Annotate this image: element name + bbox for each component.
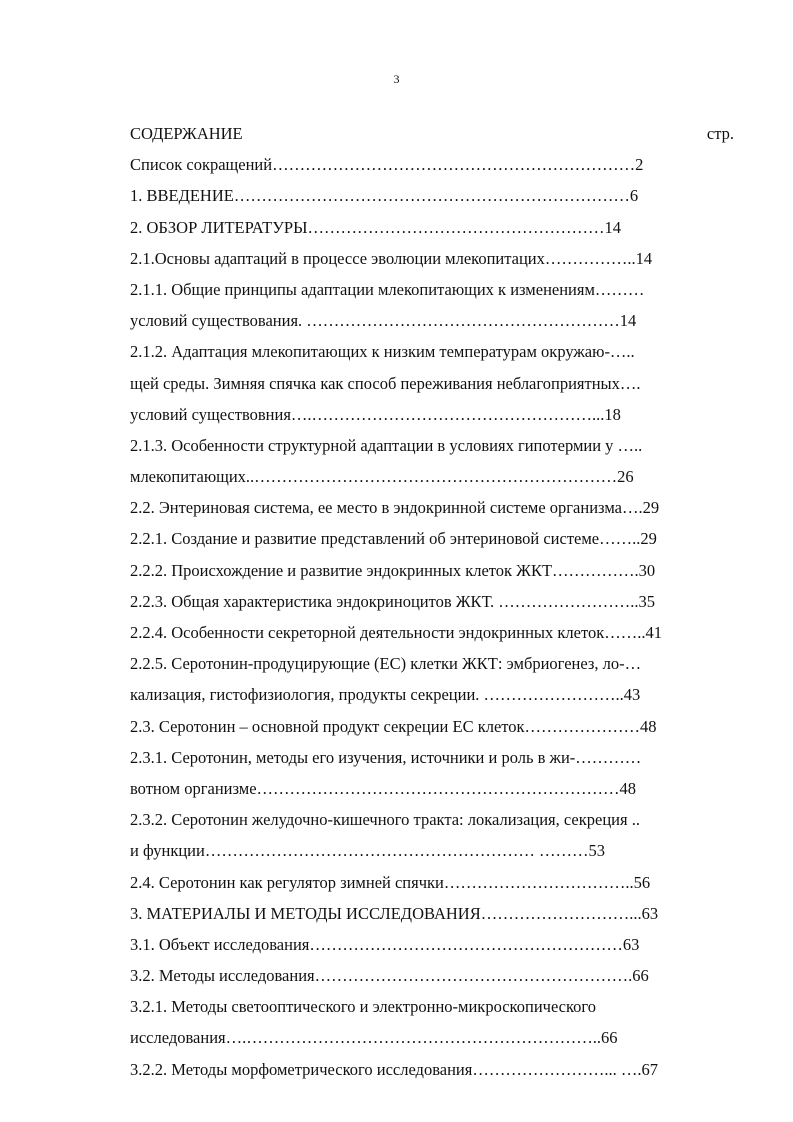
- toc-line: 3.1. Объект исследования…………………………………………………63: [130, 934, 640, 954]
- toc-line: 3. МАТЕРИАЛЫ И МЕТОДЫ ИССЛЕДОВАНИЯ………………………...63: [130, 903, 659, 923]
- toc-line: 2.1.Основы адаптаций в процессе эволюции млекопитацих……………..14: [130, 248, 653, 268]
- toc-line: условий существования. …………………………………………………14: [130, 311, 637, 331]
- toc-line: 2.2.3. Общая характеристика эндокриноцитов ЖКТ. ……………………..35: [130, 591, 655, 611]
- toc-line: условий существовния….……………………………………………...18: [130, 404, 621, 424]
- toc-line: 2.2.5. Серотонин-продуцирующие (ЕС) клетки ЖКТ: эмбриогенез, ло-…: [130, 654, 642, 674]
- toc-line: исследования….………………………………………………………..66: [130, 1028, 618, 1048]
- toc-line: 2. ОБЗОР ЛИТЕРАТУРЫ………………………………………………14: [130, 217, 621, 237]
- toc-line: Список сокращений…………………………………………………………2: [130, 155, 644, 175]
- toc-line: 2.2.1. Создание и развитие представлений об энтериновой системе……..29: [130, 529, 657, 549]
- toc-line: 2.4. Серотонин как регулятор зимней спячки……………………………..56: [130, 872, 651, 892]
- page-number: 3: [393, 72, 400, 86]
- toc-line: 2.3.2. Серотонин желудочно-кишечного тракта: локализация, секреция ..: [130, 810, 640, 830]
- toc-line: щей среды. Зимняя спячка как способ переживания неблагоприятных….: [130, 373, 641, 393]
- toc-title: СОДЕРЖАНИЕ: [130, 124, 243, 143]
- toc-line: 2.2.2. Происхождение и развитие эндокринных клеток ЖКТ…………….30: [130, 560, 656, 580]
- toc-line: вотном организме…………………………………………………………48: [130, 778, 637, 798]
- toc-line: кализация, гистофизиология, продукты секреции. ……………………..43: [130, 685, 641, 705]
- toc-header: [130, 118, 734, 149]
- toc-line: 3.2.1. Методы светооптического и электронно-микроскопического: [130, 997, 597, 1017]
- toc-line: 2.2. Энтериновая система, ее место в эндокринной системе организма….29: [130, 498, 660, 518]
- toc-line: 3.2.2. Методы морфометрического исследования……………………... ….67: [130, 1059, 658, 1079]
- toc-line: 1. ВВЕДЕНИЕ………………………………………………………………6: [130, 186, 639, 206]
- toc-line: 2.1.2. Адаптация млекопитающих к низким температурам окружаю-…..: [130, 342, 635, 362]
- toc-line: 2.1.1. Общие принципы адаптации млекопитающих к изменениям………: [130, 279, 645, 299]
- toc-line: 3.2. Методы исследования………………………………………………….66: [130, 966, 649, 986]
- toc-line: 2.3.1. Серотонин, методы его изучения, источники и роль в жи-…………: [130, 747, 642, 767]
- toc-line: 2.1.3. Особенности структурной адаптации в условиях гипотермии у …..: [130, 435, 643, 455]
- toc-line: млекопитающих..…………………………………………………………26: [130, 467, 634, 487]
- toc-line: и функции…………………………………………………… ………53: [130, 841, 605, 861]
- page-column-label: стр.: [706, 124, 734, 143]
- table-of-contents: [130, 118, 734, 1085]
- toc-line: 2.2.4. Особенности секреторной деятельности эндокринных клеток……..41: [130, 623, 662, 642]
- toc-line: 2.3. Серотонин – основной продукт секреции ЕС клеток…………………48: [130, 716, 657, 736]
